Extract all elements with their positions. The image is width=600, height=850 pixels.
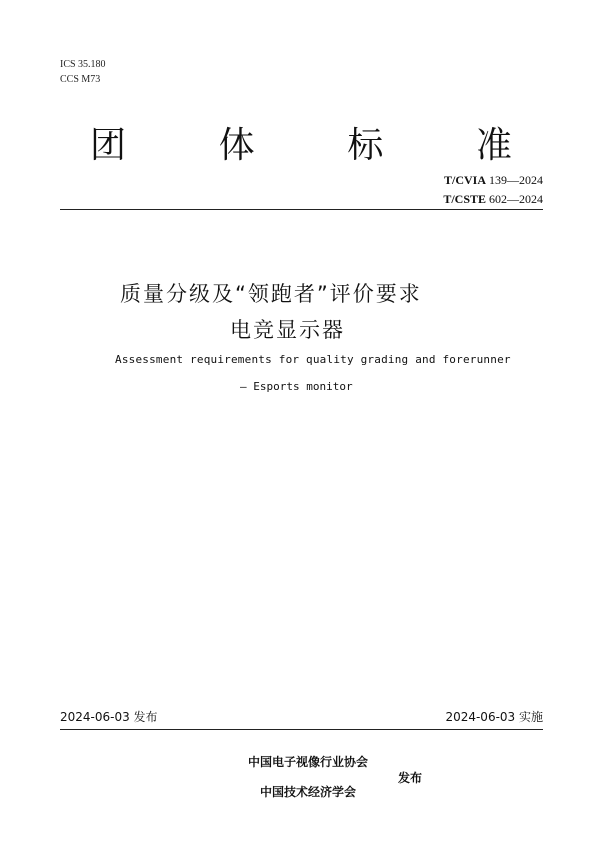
bottom-divider (60, 729, 543, 730)
ccs-code: CCS M73 (60, 74, 101, 85)
title-chinese-line1: 质量分级及“领跑者”评价要求 (120, 282, 422, 306)
standard-prefix: T/CSTE (443, 192, 486, 206)
standard-code: 139—2024 (486, 173, 543, 187)
doc-type-char: 团 (90, 125, 127, 166)
standard-code: 602—2024 (486, 192, 543, 206)
top-divider (60, 209, 543, 210)
ics-code: ICS 35.180 (60, 59, 106, 70)
standard-prefix: T/CVIA (443, 173, 486, 187)
publish-label: 发布 (398, 771, 423, 785)
standard-number-cste (443, 192, 543, 206)
issue-date: 2024-06-03 发布 (60, 710, 158, 724)
issuer-cste: 中国技术经济学会 (260, 785, 357, 799)
standard-number-cvia (444, 173, 543, 187)
title-english-line1: Assessment requirements for quality grading and forerunner (115, 353, 511, 366)
implementation-date: 2024-06-03 实施 (445, 710, 543, 724)
title-english-line2: — Esports monitor (240, 380, 353, 393)
doc-type-char: 体 (218, 125, 255, 166)
doc-type-char: 标 (347, 125, 384, 166)
doc-type-char: 准 (475, 125, 512, 166)
issuer-cvia: 中国电子视像行业协会 (248, 755, 369, 769)
title-chinese-line2: 电竞显示器 (230, 318, 345, 342)
document-type-heading (90, 124, 512, 168)
